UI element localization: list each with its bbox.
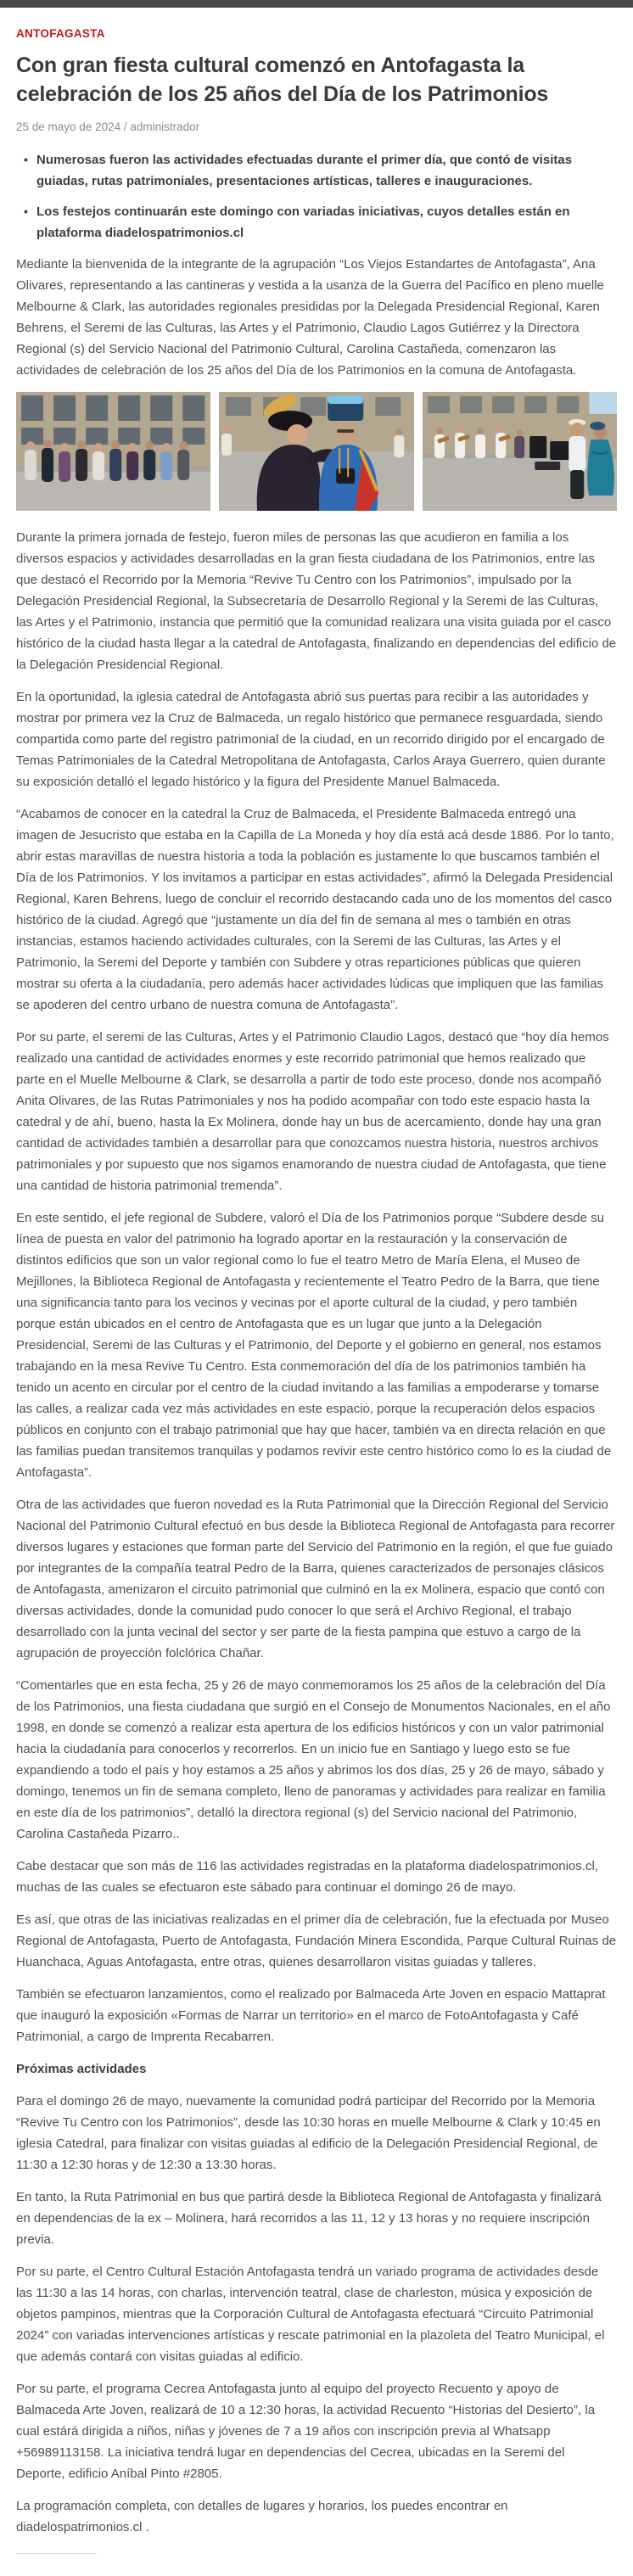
- photo-cueca-dancers-band-graphic: [423, 392, 617, 511]
- photo-strip: [16, 392, 617, 511]
- article-paragraph: Otra de las actividades que fueron novedad es la Ruta Patrimonial que la Dirección Regional del Servicio Nacional del Patrimonio Cultural efectuó en bus desde la Biblioteca Regional de Antofagasta para recorrer diversos lugares y estaciones que forman parte del Servicio del Patrimonio en la región, el que fue guiado por integrantes de la compañía teatral Pedro de la Barra, quienes caracterizados de personajes clásicos de Antofagasta, amenizaron el circuito patrimonial que culminó en la ex Molinera, espacio que contó con diversas actividades, donde la comunidad pudo conocer lo que será el Archivo Regional, el trabajo desarrollado con la junta vecinal del sector y ser parte de la fiesta pampina que estuvo a cargo de la agrupación de proyección folclórica Chañar.: [16, 1498, 615, 1660]
- site-top-bar: [0, 0, 633, 8]
- article-paragraph: También se efectuaron lanzamientos, como el realizado por Balmaceda Arte Joven en espacio Mattaprat que inauguró la exposición «Formas de Narrar un territorio» en el marco de FotoAntofagasta y Café Patrimonial, a cargo de Imprenta Recabarren.: [16, 1987, 606, 2044]
- upcoming-paragraph: En tanto, la Ruta Patrimonial en bus que partirá desde la Biblioteca Regional de Antofagasta y finalizará en dependencias de la ex – Molinera, hará recorridos a las 11, 12 y 13 horas y no requiere inscripción previa.: [16, 2190, 602, 2247]
- upcoming-paragraph: Para el domingo 26 de mayo, nuevamente la comunidad podrá participar del Recorrido por la Memoria “Revive Tu Centro con los Patrimonios”, desde las 10:30 horas en muelle Melbourne & Clark y 10:45 en iglesia Catedral, para finalizar con visitas guiadas al edificio de la Delegación Presidencial Regional, de 11:30 a 12:30 horas y de 12:30 a 13:30 horas.: [16, 2094, 601, 2172]
- photo-cantinera-soldier: [219, 392, 413, 511]
- highlight-item: • Numerosas fueron las actividades efectuadas durante el primer día, que contó de visitas guiadas, rutas patrimoniales, presentaciones artísticas, talleres e inauguraciones.: [36, 149, 617, 192]
- lead-paragraph: Mediante la bienvenida de la integrante de la agrupación “Los Viejos Estandartes de Antofagasta”, Ana Olivares, representando a las cantineras y vestida a la usanza de la Guerra del Pacífico en pleno muelle Melbourne & Clark, las autoridades regionales presididas por la Delegada Presidencial Regional, Karen Behrens, el Seremi de las Culturas, las Artes y el Patrimonio, Claudio Lagos Gutiérrez y la Directora Regional (s) del Servicio Nacional del Patrimonio Cultural, Carolina Castañeda, comenzaron las actividades de celebración de los 25 años del Día de los Patrimonios en la comuna de Antofagasta.: [16, 257, 604, 378]
- upcoming-paragraph: La programación completa, con detalles de lugares y horarios, los puedes encontrar en diadelospatrimonios.cl .: [16, 2499, 508, 2534]
- article-paragraph: Durante la primera jornada de festejo, fueron miles de personas las que acudieron en familia a los diversos espacios y actividades desarrolladas en la gran fiesta ciudadana de los Patrimonios, entre las que destacó el Recorrido por la Memoria “Revive Tu Centro con los Patrimonios”, impulsado por la Delegación Presidencial Regional, la Subsecretaría de Desarrollo Regional y la Seremi de las Culturas, las Artes y el Patrimonio, instancia que permitió que la comunidad realizara una visita guiada por el casco histórico de la ciudad hasta llegar a la catedral de Antofagasta, finalizando en dependencias del edificio de la Delegación Presidencial Regional.: [16, 530, 617, 672]
- article-paragraph: “Acabamos de conocer en la catedral la Cruz de Balmaceda, el Presidente Balmaceda entregó una imagen de Jesucristo que estaba en la Capilla de La Moneda y hoy día está acá desde 1886. Por lo tanto, abrir estas maravillas de nuestra historia a toda la población es justamente lo que buscamos también el Día de los Patrimonios. Y los invitamos a participar en estas actividades”, afirmó la Delegada Presidencial Regional, Karen Behrens, luego de concluir el recorrido destacando cada uno de los momentos del casco histórico de la ciudad. Agregó que “justamente un día del fin de semana al mes o también en otras instancias, estamos haciendo actividades culturales, con la Seremi de las Culturas, las Artes y el Patrimonio, la Seremi del Deporte y también con Subdere y otras reparticiones públicas que quieren mostrar su oferta a la ciudadanía, pero además hacer actividades lúdicas que impliquen que las familias se apoderen del centro urbano de nuestra comuna de Antofagasta”.: [16, 807, 614, 1012]
- article-paragraph: En la oportunidad, la iglesia catedral de Antofagasta abrió sus puertas para recibir a las autoridades y mostrar por primera vez la Cruz de Balmaceda, un regalo histórico que permanece resguardada, siendo compartida como parte del registro patrimonial de la ciudad, en un recorrido dirigido por el encargado de Temas Patrimoniales de la Catedral Metropolitana de Antofagasta, Carlos Araya Guerrero, quien durante su exposición detalló el legado histórico y la figura del Presidente Manuel Balmaceda.: [16, 690, 606, 789]
- article-highlights: [16, 149, 617, 244]
- photo-cantinera-soldier-graphic: [219, 392, 413, 511]
- article-paragraph: En este sentido, el jefe regional de Subdere, valoró el Día de los Patrimonios porque “Subdere desde su línea de puesta en valor del patrimonio ha logrado aportar en la restauración y la conservación de distintos edificios que son un valor regional como lo fue el teatro Metro de María Elena, el Museo de Mejillones, la Biblioteca Regional de Antofagasta y recientemente el Teatro Pedro de la Barra, que tiene una significancia tanto para los vecinos y vecinas por el aporte cultural de la ciudad, y pero también porque están ubicados en el centro de Antofagasta que es un lugar que junto a la Delegación Presidencial, Seremi de las Culturas y el Patrimonio, del Deporte y el gobierno en general, nos estamos trabajando en la mesa Revive Tu Centro. Esta conmemoración del día de los patrimonios también ha tenido un acento en circular por el centro de la ciudad invitando a las familias a empoderarse y tomarse las calles, a realizar cada vez más actividades en este espacio, porque la recuperación delos espacios públicos en conjunto con el trabajo patrimonial que hay que hacer, también va en directa relación en que las familias puedan transitemos tranquilas y podamos revivir este centro histórico como lo es la ciudad de Antofagasta”.: [16, 1211, 612, 1480]
- photo-cueca-dancers-band: [423, 392, 617, 511]
- article-title: Con gran fiesta cultural comenzó en Antofagasta la celebración de los 25 años del Día de los Patrimonios: [16, 53, 549, 106]
- article-paragraph: Es así, que otras de las iniciativas realizadas en el primer día de celebración, fue la efectuada por Museo Regional de Antofagasta, Puerto de Antofagasta, Fundación Minera Escondida, Parque Cultural Ruinas de Huanchaca, Aguas Antofagasta, entre otras, quienes desarrollaron visitas guiadas y talleres.: [16, 1912, 617, 1969]
- article-meta: 25 de mayo de 2024 / administrador: [16, 120, 200, 133]
- photo-authorities-crowd-graphic: [16, 392, 210, 511]
- article-paragraph: Por su parte, el seremi de las Culturas, Artes y el Patrimonio Claudio Lagos, destacó que “hoy día hemos realizado una cantidad de actividades enormes y este recorrido patrimonial que hemos realizado que parte en el Muelle Melbourne & Clark, se desarrolla a partir de todo este proceso, donde nos acompañó Anita Olivares, de las Rutas Patrimoniales y nos ha podido acompañar con todo este espacio hasta la catedral y de ahí, bueno, hasta la Ex Molinera, donde hay un bus de acercamiento, donde hay una gran cantidad de actividades también a desarrollar para que conozcamos nuestra historia, nuestros archivos patrimoniales y por supuesto que nos sigamos enamorando de nuestra ciudad de Antofagasta, que tiene una cantidad de historia patrimonial tremenda”.: [16, 1030, 609, 1193]
- photo-authorities-crowd: [16, 392, 210, 511]
- article-paragraph: Cabe destacar que son más de 116 las actividades registradas en la plataforma diadelospatrimonios.cl, muchas de las cuales se efectuaron este sábado para continuar el domingo 26 de mayo.: [16, 1859, 598, 1895]
- article-paragraph: “Comentarles que en esta fecha, 25 y 26 de mayo conmemoramos los 25 años de la celebración del Día de los Patrimonios, una fiesta ciudadana que surgió en el Consejo de Monumentos Nacionales, en el año 1998, en donde se comenzó a realizar esta apertura de los edificios históricos y con un valor patrimonial hacia la ciudadanía para conocerlos y recorrerlos. En un inicio fue en Santiago y luego esto se fue expandiendo a todo el país y hoy estamos a 25 años y abrimos los dos días, 25 y 26 de mayo, sábado y domingo, tenemos un fin de semana completo, lleno de panoramas y actividades para realizar en familia en este día de los patrimonios”, detalló la directora regional (s) del Servicio nacional del Patrimonio, Carolina Castañeda Pizarro..: [16, 1678, 611, 1841]
- article-end-divider: [16, 2553, 97, 2554]
- upcoming-paragraph: Por su parte, el programa Cecrea Antofagasta junto al equipo del proyecto Recuento y apoyo de Balmaceda Arte Joven, realizará de 10 a 12:30 horas, la actividad Recuento “Historias del Desierto”, la cual estárá dirigida a niños, niñas y jóvenes de 7 a 19 años con inscripción previa al Whatsapp +56989113158. La iniciativa tendrá lugar en dependencias del Cecrea, ubicadas en la Seremi del Deporte, edificio Aníbal Pinto #2805.: [16, 2382, 596, 2481]
- article-container: [0, 8, 633, 2576]
- upcoming-activities-heading: Próximas actividades: [16, 2062, 147, 2076]
- highlight-item: • Los festejos continuarán este domingo con variadas iniciativas, cuyos detalles están en plataforma diadelospatrimonios.cl: [36, 201, 617, 244]
- upcoming-paragraph: Por su parte, el Centro Cultural Estación Antofagasta tendrá un variado programa de actividades desde las 11:30 a las 14 horas, con charlas, intervención teatral, clase de charleston, música y exposición de objetos pampinos, mientras que la Corporación Cultural de Antofagasta efectuará “Circuito Patrimonial 2024” con variadas intervenciones artísticas y rescate patrimonial en la plazoleta del Teatro Municipal, el que además contará con visitas guiadas al edificio.: [16, 2265, 605, 2364]
- category-tag-link[interactable]: ANTOFAGASTA: [16, 27, 105, 40]
